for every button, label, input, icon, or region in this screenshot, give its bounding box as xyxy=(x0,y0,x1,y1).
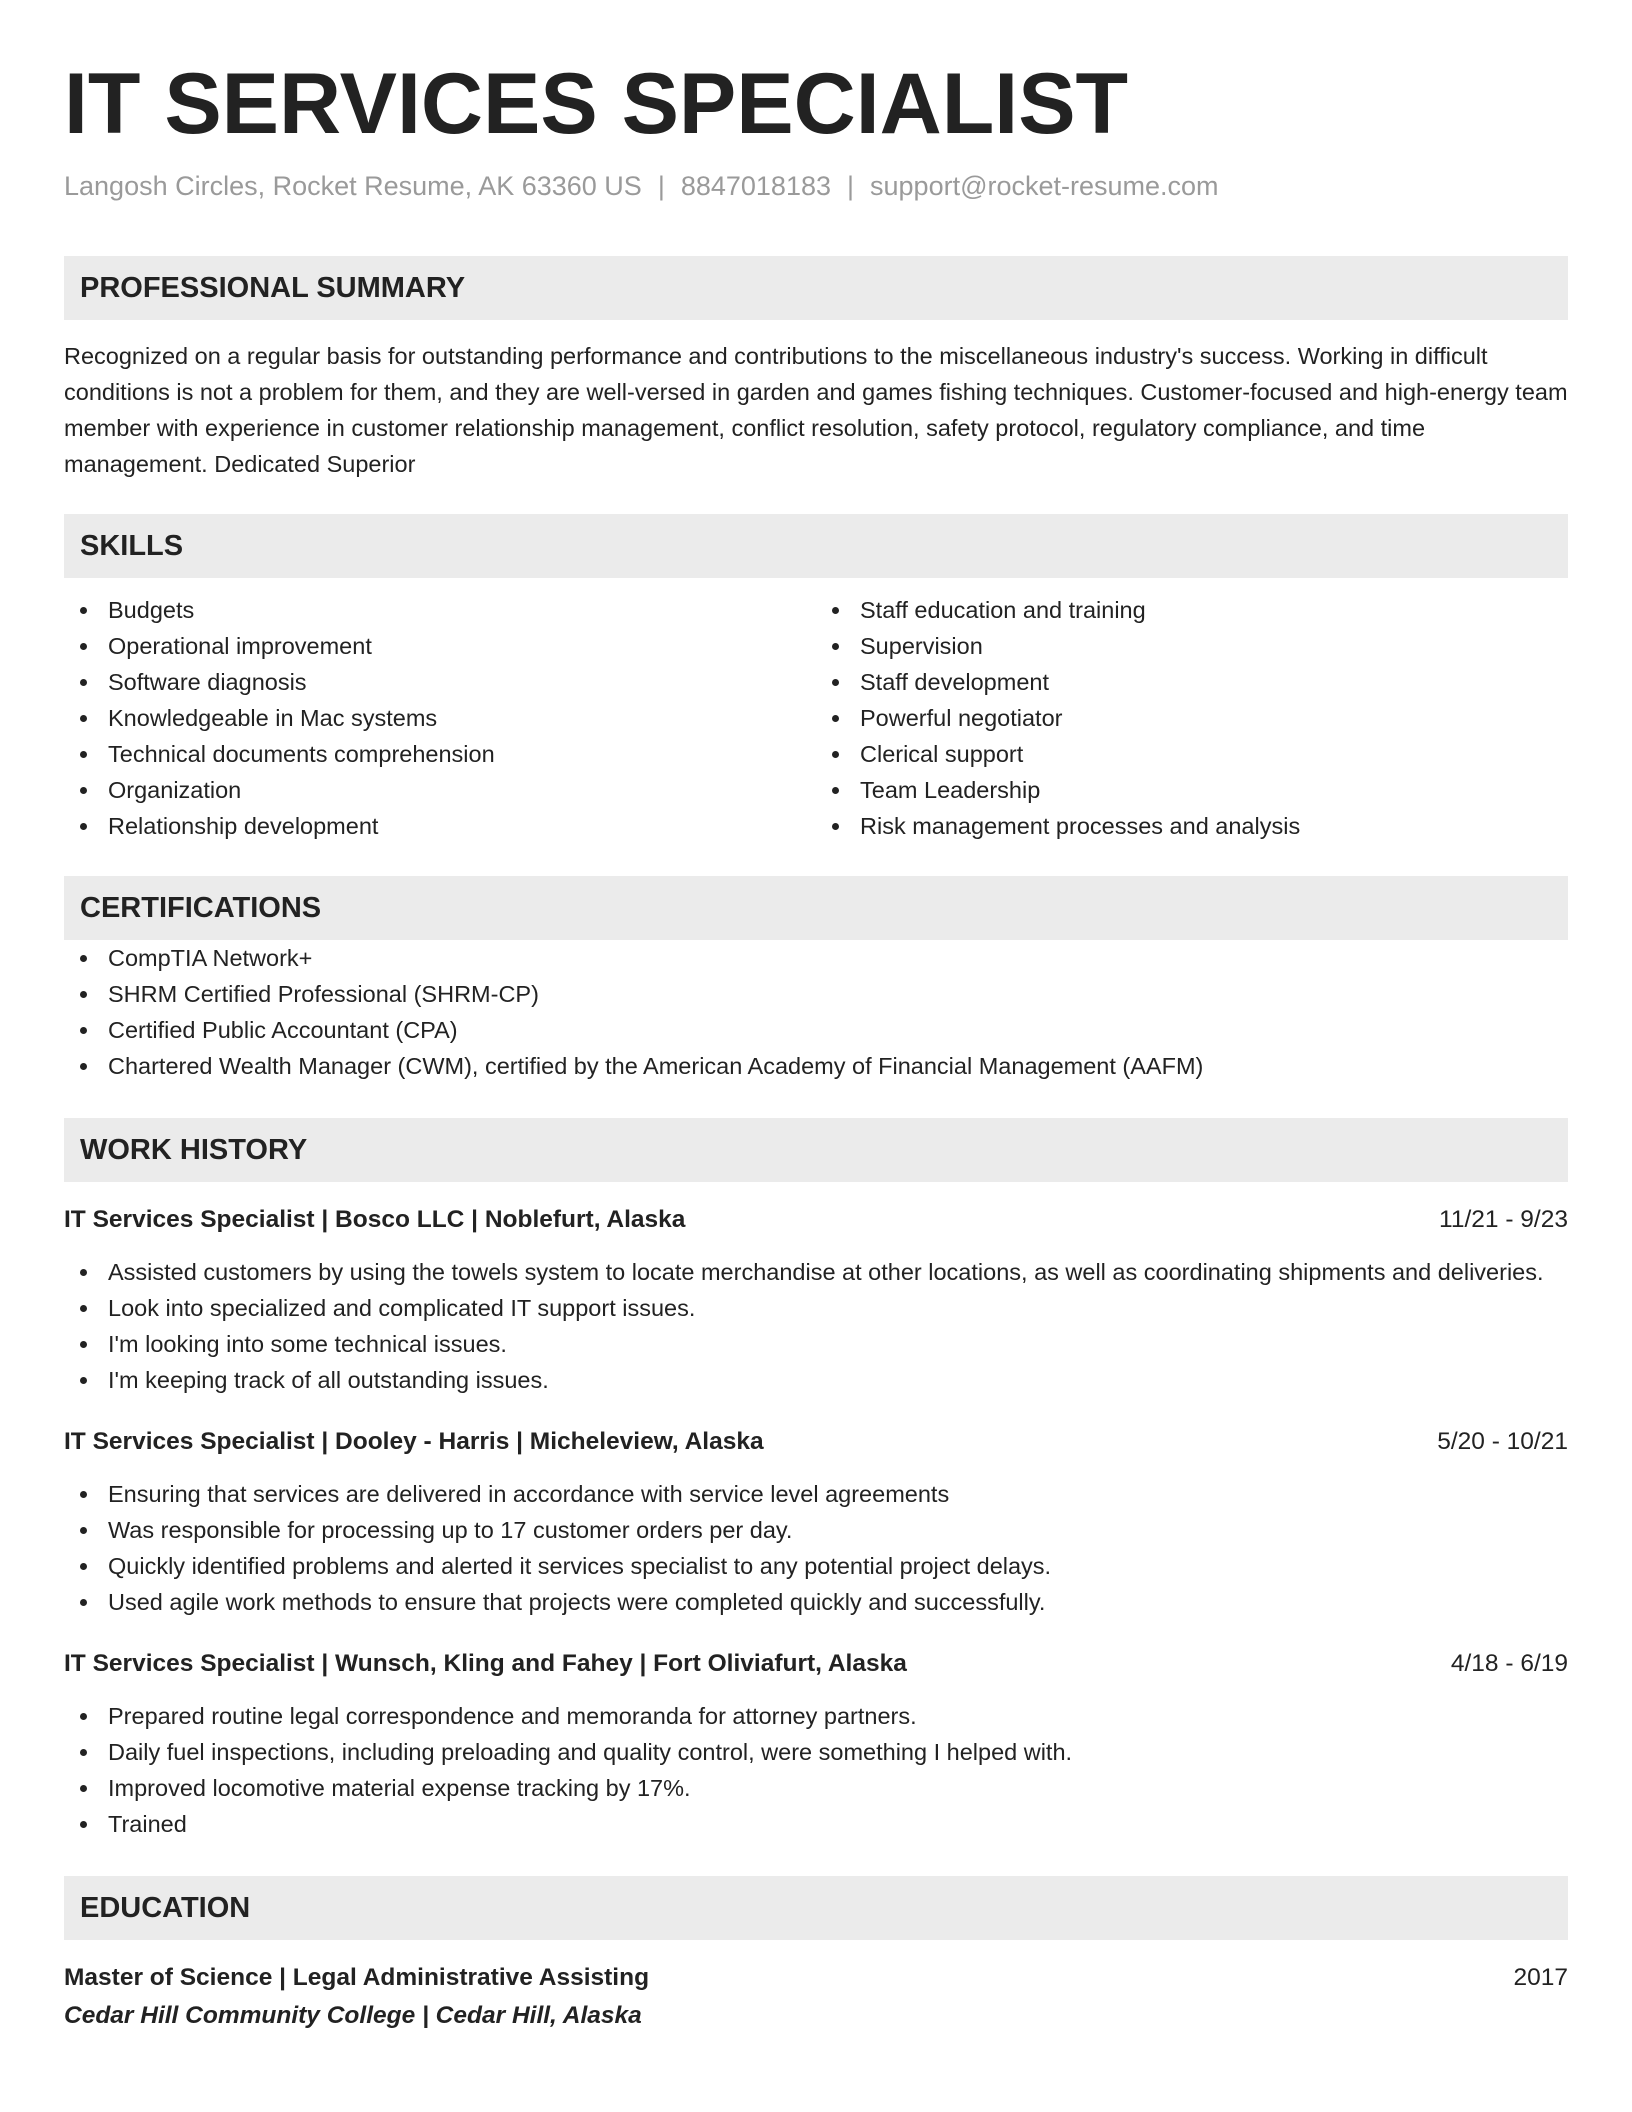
skill-item: Staff education and training xyxy=(816,592,1568,628)
skill-item: Budgets xyxy=(64,592,816,628)
section-header-certifications: CERTIFICATIONS xyxy=(64,876,1568,940)
certification-item: SHRM Certified Professional (SHRM-CP) xyxy=(64,976,1568,1012)
certification-item: Certified Public Accountant (CPA) xyxy=(64,1012,1568,1048)
job-bullet: Used agile work methods to ensure that projects were completed quickly and successfully. xyxy=(64,1584,1568,1620)
job-header xyxy=(64,1424,1568,1460)
skill-item: Relationship development xyxy=(64,808,816,844)
skill-item: Risk management processes and analysis xyxy=(816,808,1568,844)
job-entry xyxy=(64,1646,1568,1842)
job-bullets xyxy=(64,1254,1568,1398)
summary-text: Recognized on a regular basis for outstanding performance and contributions to the miscellaneous industry's success. Working in difficult conditions is not a problem for them, and they are well-versed in garden and games fishing techniques. Customer-focused and high-energy team member with experience in customer relationship management, conflict resolution, safety protocol, regulatory compliance, and time management. Dedicated Superior xyxy=(64,343,1568,477)
job-bullet: Ensuring that services are delivered in accordance with service level agreements xyxy=(64,1476,1568,1512)
job-title: IT Services Specialist | Dooley - Harris | Micheleview, Alaska xyxy=(64,1428,764,1455)
contact-line xyxy=(64,168,1568,204)
skill-item: Clerical support xyxy=(816,736,1568,772)
job-bullets xyxy=(64,1698,1568,1842)
job-dates: 11/21 - 9/23 xyxy=(1439,1206,1568,1233)
certification-item: CompTIA Network+ xyxy=(64,940,1568,976)
skill-item: Knowledgeable in Mac systems xyxy=(64,700,816,736)
job-bullet: Was responsible for processing up to 17 customer orders per day. xyxy=(64,1512,1568,1548)
job-entry xyxy=(64,1424,1568,1620)
job-bullet: Daily fuel inspections, including preloading and quality control, were something I helped with. xyxy=(64,1734,1568,1770)
job-dates: 5/20 - 10/21 xyxy=(1437,1428,1568,1455)
job-dates: 4/18 - 6/19 xyxy=(1450,1650,1568,1677)
contact-separator: | xyxy=(657,171,665,201)
job-bullet: Assisted customers by using the towels system to locate merchandise at other locations, as well as coordinating shipments and deliveries. xyxy=(64,1254,1568,1290)
job-header xyxy=(64,1646,1568,1682)
job-bullet: I'm looking into some technical issues. xyxy=(64,1326,1568,1362)
job-bullet: I'm keeping track of all outstanding issues. xyxy=(64,1362,1568,1398)
contact-phone: 8847018183 xyxy=(680,171,831,201)
job-bullet: Trained xyxy=(64,1806,1568,1842)
job-bullets xyxy=(64,1476,1568,1620)
skill-item: Technical documents comprehension xyxy=(64,736,816,772)
job-entry xyxy=(64,1202,1568,1398)
job-title: IT Services Specialist | Bosco LLC | Noblefurt, Alaska xyxy=(64,1206,686,1233)
job-bullet: Improved locomotive material expense tracking by 17%. xyxy=(64,1770,1568,1806)
section-header-education: EDUCATION xyxy=(64,1876,1568,1940)
job-bullet: Look into specialized and complicated IT support issues. xyxy=(64,1290,1568,1326)
job-title: IT Services Specialist | Wunsch, Kling and Fahey | Fort Oliviafurt, Alaska xyxy=(64,1650,907,1677)
job-bullet: Prepared routine legal correspondence and memoranda for attorney partners. xyxy=(64,1698,1568,1734)
section-header-skills: SKILLS xyxy=(64,514,1568,578)
section-header-summary: PROFESSIONAL SUMMARY xyxy=(64,256,1568,320)
contact-email[interactable]: support@rocket-resume.com xyxy=(870,171,1219,201)
skill-item: Organization xyxy=(64,772,816,808)
education-entry xyxy=(64,1960,1568,2034)
education-header xyxy=(64,1960,1568,1996)
job-header xyxy=(64,1202,1568,1238)
education-year: 2017 xyxy=(1513,1964,1568,1991)
contact-address: Langosh Circles, Rocket Resume, AK 63360 US xyxy=(64,171,642,201)
job-bullet: Quickly identified problems and alerted it services specialist to any potential project delays. xyxy=(64,1548,1568,1584)
skill-item: Staff development xyxy=(816,664,1568,700)
contact-separator: | xyxy=(847,171,855,201)
section-header-work-history: WORK HISTORY xyxy=(64,1118,1568,1182)
resume-name: IT SERVICES SPECIALIST xyxy=(64,56,1129,152)
certifications-list xyxy=(64,940,1568,1084)
skills-list-right xyxy=(816,592,1568,844)
skill-item: Supervision xyxy=(816,628,1568,664)
skill-item: Team Leadership xyxy=(816,772,1568,808)
skills-columns xyxy=(64,592,1568,844)
education-school: Cedar Hill Community College | Cedar Hill, Alaska xyxy=(64,2002,642,2029)
skill-item: Software diagnosis xyxy=(64,664,816,700)
education-degree: Master of Science | Legal Administrative Assisting xyxy=(64,1964,650,1991)
skill-item: Operational improvement xyxy=(64,628,816,664)
skills-list-left xyxy=(64,592,816,844)
certification-item: Chartered Wealth Manager (CWM), certified by the American Academy of Financial Management (AAFM) xyxy=(64,1048,1568,1084)
skill-item: Powerful negotiator xyxy=(816,700,1568,736)
